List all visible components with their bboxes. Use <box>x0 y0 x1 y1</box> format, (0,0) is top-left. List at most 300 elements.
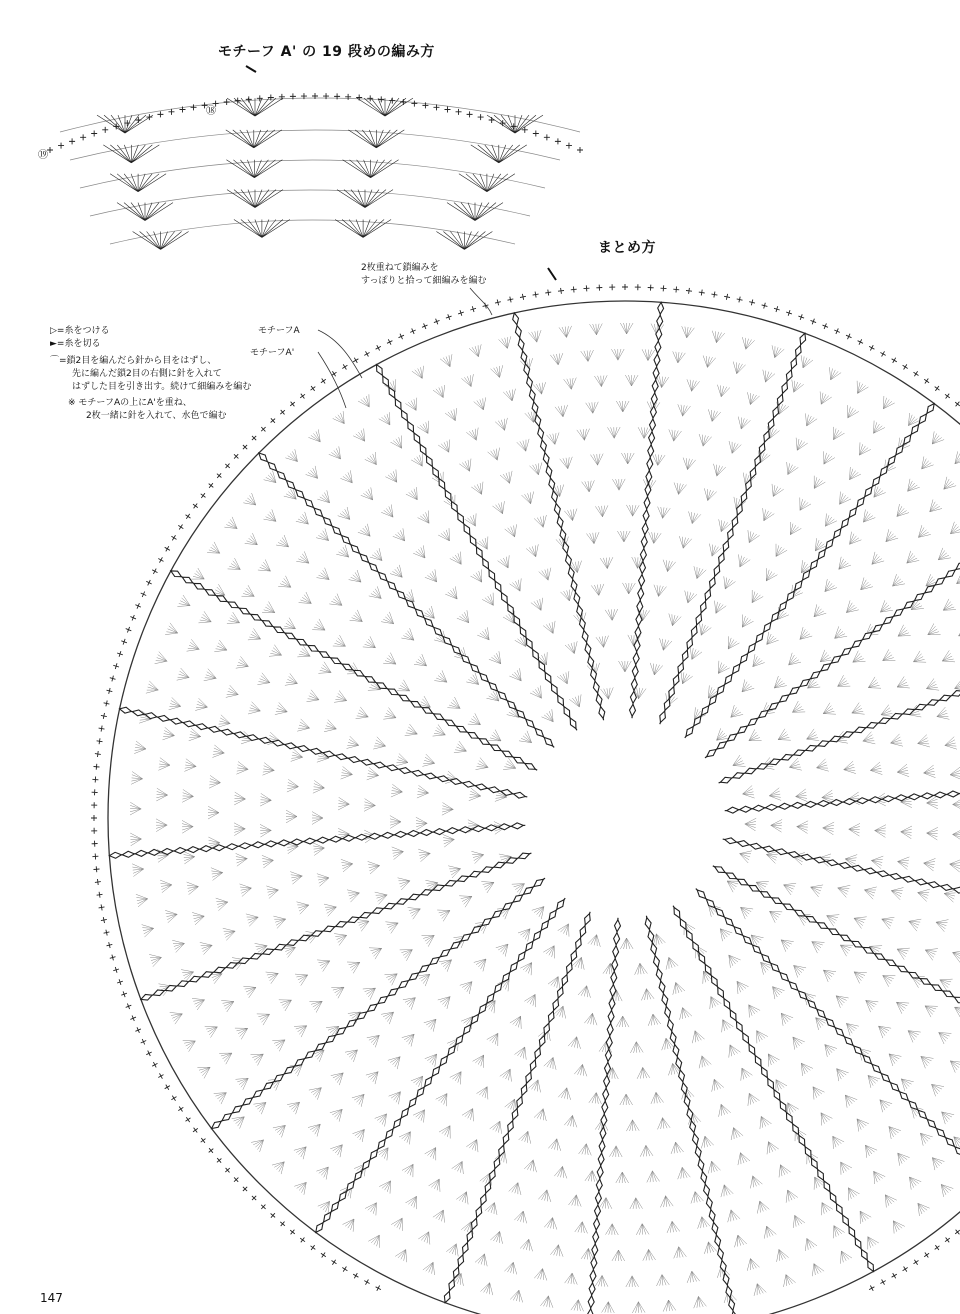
single-crochet-mark <box>584 285 590 291</box>
chain-stitch <box>343 835 355 841</box>
chain-stitch <box>772 612 779 622</box>
stitch-fan <box>719 1104 731 1117</box>
chain-stitch <box>420 965 430 972</box>
chain-stitch <box>411 701 422 707</box>
stitch-fan <box>285 449 297 461</box>
chain-stitch <box>296 490 305 499</box>
stitch-fan <box>626 505 639 516</box>
chain-stitch <box>415 609 424 618</box>
stitch-fan <box>729 1045 741 1058</box>
single-crochet-mark <box>311 1245 316 1250</box>
chain-stitch <box>422 708 433 714</box>
stitch-fan <box>544 1057 556 1069</box>
stitch-fan <box>369 948 382 959</box>
chain-stitch <box>779 803 791 809</box>
single-crochet-mark <box>107 942 113 948</box>
stitch-fan <box>942 650 955 662</box>
chain-stitch <box>324 1212 331 1222</box>
chain-stitch <box>881 1074 890 1082</box>
stitch-fan <box>353 1129 365 1142</box>
chain-stitch <box>535 415 541 427</box>
chain-stitch <box>243 1098 253 1105</box>
stitch-fan <box>699 434 712 446</box>
stitch-fan <box>503 389 515 401</box>
chain-stitch <box>743 936 752 945</box>
chain-stitch <box>805 1147 811 1158</box>
chain-stitch <box>451 942 461 949</box>
stitch-fan <box>682 326 695 338</box>
chain-stitch <box>725 918 734 927</box>
chain-stitch <box>728 528 734 539</box>
stitch-fan <box>748 530 760 543</box>
stitch-fan <box>820 392 832 405</box>
chain-stitch <box>890 874 902 880</box>
stitch-fan <box>214 640 227 652</box>
chain-stitch <box>849 1227 855 1238</box>
stitch-fan <box>763 508 775 521</box>
chain-stitch <box>634 639 640 651</box>
stitch-fan <box>600 557 613 568</box>
chain-stitch <box>274 1074 284 1081</box>
chain-stitch <box>669 687 675 698</box>
stitch-fan <box>358 524 370 536</box>
chain-stitch <box>839 863 851 869</box>
chain-stitch <box>514 615 520 626</box>
stitch-fan <box>226 685 238 697</box>
chain-stitch <box>749 885 760 891</box>
chain-stitch <box>714 565 720 576</box>
chain-stitch <box>440 1056 447 1066</box>
join-seam <box>696 889 960 1183</box>
stitch-fan <box>658 1118 671 1130</box>
stitch-fan <box>866 1000 879 1012</box>
stitch-fan <box>564 1115 577 1127</box>
stitch-fan <box>199 611 212 623</box>
stitch-fan <box>897 677 910 689</box>
stitch-fan <box>660 1196 673 1208</box>
chain-stitch <box>476 1206 482 1217</box>
stitch-fan <box>739 554 751 567</box>
single-crochet-mark <box>762 303 768 309</box>
single-crochet-mark <box>243 1187 247 1191</box>
chain-stitch <box>593 681 599 693</box>
chain-stitch <box>563 542 569 554</box>
single-crochet-mark <box>311 386 316 391</box>
stitch-fan <box>880 600 893 612</box>
chain-stitch <box>639 575 645 587</box>
single-crochet-mark <box>353 358 358 363</box>
chain-stitch <box>760 892 771 898</box>
stitch-fan <box>733 755 746 767</box>
single-crochet-mark <box>924 1253 929 1258</box>
stitch-fan <box>924 765 936 778</box>
stitch-fan <box>560 457 573 469</box>
single-crochet-mark <box>724 294 730 300</box>
chain-stitch <box>702 706 709 716</box>
stitch-fan <box>731 1128 743 1141</box>
chain-stitch <box>538 427 544 439</box>
stitch-fan <box>932 1158 944 1171</box>
join-note-line-2: すっぽりと拾って細編みを編む <box>361 276 487 286</box>
chain-stitch <box>818 1170 824 1181</box>
stitch-fan <box>742 680 754 692</box>
chain-stitch <box>595 1192 601 1204</box>
stitch-fan <box>405 398 416 411</box>
stitch-fan <box>248 702 260 714</box>
stitch-fan <box>418 849 430 862</box>
chain-stitch <box>729 1299 735 1311</box>
stitch-fan <box>728 636 739 649</box>
chain-stitch <box>792 802 804 808</box>
stitch-fan <box>307 690 320 702</box>
chain-stitch <box>687 930 693 941</box>
stitch-fan <box>156 788 167 801</box>
chain-stitch <box>855 1238 861 1249</box>
stitch-fan <box>793 1037 805 1050</box>
chain-stitch <box>956 562 960 569</box>
stitch-fan <box>308 1124 320 1136</box>
chain-stitch <box>630 691 636 703</box>
stitch-fan <box>908 479 920 492</box>
single-crochet-mark <box>869 1286 874 1291</box>
chain-stitch <box>368 1004 378 1011</box>
stitch-fan <box>817 759 829 771</box>
chain-stitch <box>408 422 414 433</box>
chain-stitch <box>171 718 183 724</box>
single-crochet-mark <box>648 285 654 291</box>
stitch-fan <box>262 602 275 613</box>
stitch-fan <box>251 1054 264 1065</box>
stitch-fan <box>482 593 493 606</box>
stitch-fan <box>489 651 501 664</box>
stitch-fan <box>565 641 577 653</box>
chain-stitch <box>817 923 828 929</box>
chain-stitch <box>746 480 752 491</box>
stitch-fan <box>200 942 212 954</box>
stitch-fan <box>796 789 808 802</box>
single-crochet-mark <box>252 436 256 440</box>
single-crochet-mark <box>99 726 105 732</box>
chain-stitch <box>748 718 758 725</box>
single-crochet-mark <box>121 991 127 997</box>
chain-stitch <box>399 768 411 774</box>
stitch-fan <box>944 890 956 902</box>
single-crochet-mark <box>95 879 101 885</box>
chain-stitch <box>718 987 724 998</box>
single-crochet-mark <box>686 288 692 294</box>
single-crochet-mark <box>201 1138 206 1143</box>
stitch-fan <box>358 394 369 407</box>
stitch-fan <box>950 859 960 872</box>
stitch-fan <box>616 1016 629 1027</box>
stitch-fan <box>234 792 245 805</box>
chain-stitch <box>262 621 273 627</box>
stitch-fan <box>433 1210 445 1223</box>
chain-stitch <box>668 1019 674 1031</box>
chain-stitch <box>673 1045 679 1057</box>
stitch-fan <box>529 330 542 342</box>
stitch-fan <box>663 1300 676 1312</box>
stitch-fan <box>909 919 922 931</box>
stitch-fan <box>457 610 469 623</box>
chain-stitch <box>753 805 765 811</box>
chain-stitch <box>553 999 559 1010</box>
single-crochet-mark <box>209 1148 214 1153</box>
chain-stitch <box>336 754 348 760</box>
chain-stitch <box>806 916 817 922</box>
chain-stitch <box>834 529 841 539</box>
stitch-fan <box>896 1002 909 1014</box>
chain-stitch <box>567 962 573 973</box>
chain-stitch <box>764 622 771 632</box>
chain-stitch <box>941 885 953 891</box>
stitch-fan <box>510 578 522 591</box>
stitch-fan <box>838 675 851 686</box>
stitch-fan <box>699 1056 711 1068</box>
stitch-fan <box>648 1014 661 1026</box>
single-crochet-mark <box>271 418 276 423</box>
chain-stitch <box>723 541 729 552</box>
stitch-fan <box>840 945 853 956</box>
chain-stitch <box>763 846 775 852</box>
chain-stitch <box>527 638 533 649</box>
cut-yarn-icon: ► <box>50 339 57 349</box>
stitch-fan <box>195 698 207 710</box>
stitch-fan <box>939 1033 952 1045</box>
chain-stitch <box>535 728 544 737</box>
stitch-fan <box>766 568 777 581</box>
stitch-fan <box>350 610 363 622</box>
stitch-fan <box>741 1068 753 1081</box>
stitch-fan <box>406 1196 417 1209</box>
stitch-fan <box>606 1224 619 1235</box>
chain-stitch <box>716 908 725 916</box>
chain-stitch <box>818 550 825 560</box>
chain-stitch <box>467 1231 473 1242</box>
chain-stitch <box>664 699 670 710</box>
stitch-fan <box>760 1116 772 1129</box>
chain-stitch <box>472 926 482 933</box>
stitch-fan <box>722 1020 734 1033</box>
stitch-fan <box>590 324 603 335</box>
stitch-fan <box>868 677 881 688</box>
stitch-fan <box>183 851 195 864</box>
chain-stitch <box>285 743 297 749</box>
single-crochet-mark <box>869 345 874 350</box>
stitch-fan <box>957 572 960 584</box>
chain-stitch <box>314 508 323 516</box>
stitch-fan <box>165 910 177 923</box>
stitch-fan <box>690 647 702 660</box>
stitch-fan <box>717 385 730 397</box>
stitch-fan <box>581 350 594 362</box>
chain-stitch <box>395 831 407 837</box>
stitch-fan <box>909 1177 921 1190</box>
stitch-fan <box>131 772 143 785</box>
chain-stitch <box>490 1170 496 1181</box>
stitch-fan <box>416 817 427 830</box>
legend-special-line-2: 先に編んだ鎖2目の右側に針を入れて <box>72 369 222 379</box>
chain-stitch <box>264 1082 274 1089</box>
stitch-fan <box>461 374 473 387</box>
stitch-fan <box>654 585 667 597</box>
stitch-fan <box>414 654 427 666</box>
stitch-fan <box>412 366 424 379</box>
stitch-fan <box>625 375 638 386</box>
chain-stitch <box>554 504 560 516</box>
stitch-fan <box>729 441 741 453</box>
chain-stitch <box>445 881 456 887</box>
chain-stitch <box>448 1046 455 1056</box>
chain-stitch <box>562 975 568 986</box>
stitch-fan <box>399 1132 411 1145</box>
chain-stitch <box>756 633 763 643</box>
stitch-fan <box>860 1211 871 1224</box>
stitch-fan <box>309 1001 322 1012</box>
chain-stitch <box>592 1244 598 1256</box>
stitch-fan <box>317 490 329 503</box>
single-crochet-mark <box>955 1230 960 1235</box>
stitch-fan <box>863 732 875 744</box>
chain-stitch <box>482 918 492 925</box>
stitch-fan <box>437 910 450 921</box>
single-crochet-mark <box>342 364 347 369</box>
single-crochet-mark <box>508 297 514 303</box>
stitch-fan <box>591 584 604 596</box>
stitch-fan <box>700 623 712 636</box>
chain-stitch <box>749 1044 755 1055</box>
stitch-fan <box>653 934 665 946</box>
stitch-fan <box>555 405 568 417</box>
stitch-fan <box>669 429 682 441</box>
stitch-fan <box>532 907 544 920</box>
stitch-fan <box>208 806 219 819</box>
single-crochet-mark <box>290 402 295 407</box>
stitch-fan <box>345 1050 358 1062</box>
chain-stitch <box>773 406 779 417</box>
chain-stitch <box>650 419 656 431</box>
stitch-fan <box>687 379 700 391</box>
chain-stitch <box>867 723 878 729</box>
chain-stitch <box>698 1159 704 1171</box>
stitch-fan <box>936 920 949 932</box>
chain-stitch <box>766 804 778 810</box>
chain-stitch <box>786 370 792 381</box>
chain-stitch <box>643 510 649 522</box>
chain-stitch <box>323 517 332 525</box>
stitch-fan <box>205 1026 218 1037</box>
single-crochet-mark <box>955 402 960 407</box>
chain-stitch <box>585 914 591 925</box>
stitch-fan <box>356 707 369 719</box>
stitch-fan <box>647 1171 660 1183</box>
chain-stitch <box>354 670 365 676</box>
stitch-fan <box>423 1262 435 1275</box>
chain-stitch <box>378 996 388 1003</box>
chain-stitch <box>526 1072 532 1083</box>
stitch-fan <box>927 827 938 840</box>
stitch-fan <box>874 421 885 434</box>
single-crochet-mark <box>186 514 191 519</box>
stitch-fan <box>341 766 353 779</box>
stitch-fan <box>883 649 896 660</box>
chain-stitch <box>425 1077 432 1087</box>
stitch-fan <box>709 544 721 557</box>
stitch-fan <box>786 1190 798 1203</box>
stitch-fan <box>874 1171 886 1184</box>
chain-stitch <box>658 302 664 314</box>
stitch-fan <box>544 1218 557 1230</box>
chain-stitch <box>471 664 480 673</box>
stitch-fan <box>714 464 726 476</box>
chain-stitch <box>360 554 369 562</box>
chain-stitch <box>183 721 195 727</box>
stitch-fan <box>891 888 903 900</box>
chain-stitch <box>808 1000 817 1009</box>
chain-stitch <box>774 1090 780 1101</box>
chain-stitch <box>759 711 769 718</box>
chain-stitch <box>769 759 780 765</box>
stitch-fan <box>411 1076 423 1089</box>
stitch-fan <box>146 681 158 693</box>
chain-stitch <box>526 719 535 727</box>
chain-stitch <box>417 1087 424 1097</box>
stitch-fan <box>575 1222 588 1234</box>
stitch-fan <box>747 392 759 404</box>
chain-stitch <box>826 539 833 549</box>
stitch-fan <box>316 528 329 540</box>
chain-stitch <box>727 734 737 741</box>
stitch-fan <box>752 590 763 603</box>
stitch-fan <box>403 998 416 1010</box>
stitch-fan <box>227 612 240 623</box>
single-crochet-mark <box>609 284 615 290</box>
chain-stitch <box>806 745 817 751</box>
stitch-fan <box>770 911 783 922</box>
chain-stitch <box>814 857 826 863</box>
chain-stitch <box>730 1010 736 1021</box>
stitch-fan <box>257 673 270 685</box>
chain-stitch <box>357 1012 367 1019</box>
single-crochet-mark <box>300 1238 305 1243</box>
single-crochet-mark <box>152 1062 157 1067</box>
stitch-fan <box>424 1019 436 1031</box>
stitch-fan <box>882 917 895 929</box>
chain-stitch <box>724 999 730 1010</box>
chain-stitch <box>470 871 481 877</box>
chain-stitch <box>645 918 651 930</box>
chain-stitch <box>395 399 401 410</box>
stitch-fan <box>590 454 603 466</box>
stitch-fan <box>260 793 271 806</box>
stitch-fan <box>279 1000 292 1011</box>
stitch-fan <box>524 1160 536 1172</box>
chain-stitch <box>434 627 443 636</box>
chain-stitch <box>909 972 920 978</box>
stitch-fan <box>901 826 912 839</box>
stitch-fan <box>383 653 396 665</box>
stitch-fan <box>425 1148 436 1161</box>
stitch-fan <box>224 517 237 529</box>
stitch-fan <box>447 697 460 708</box>
stitch-fan <box>741 907 754 919</box>
stitch-fan <box>880 1100 892 1112</box>
chain-stitch <box>548 1011 554 1022</box>
chain-stitch <box>952 691 960 697</box>
stitch-fan <box>953 798 960 811</box>
stitch-fan <box>635 963 648 975</box>
stitch-fan <box>694 566 706 578</box>
